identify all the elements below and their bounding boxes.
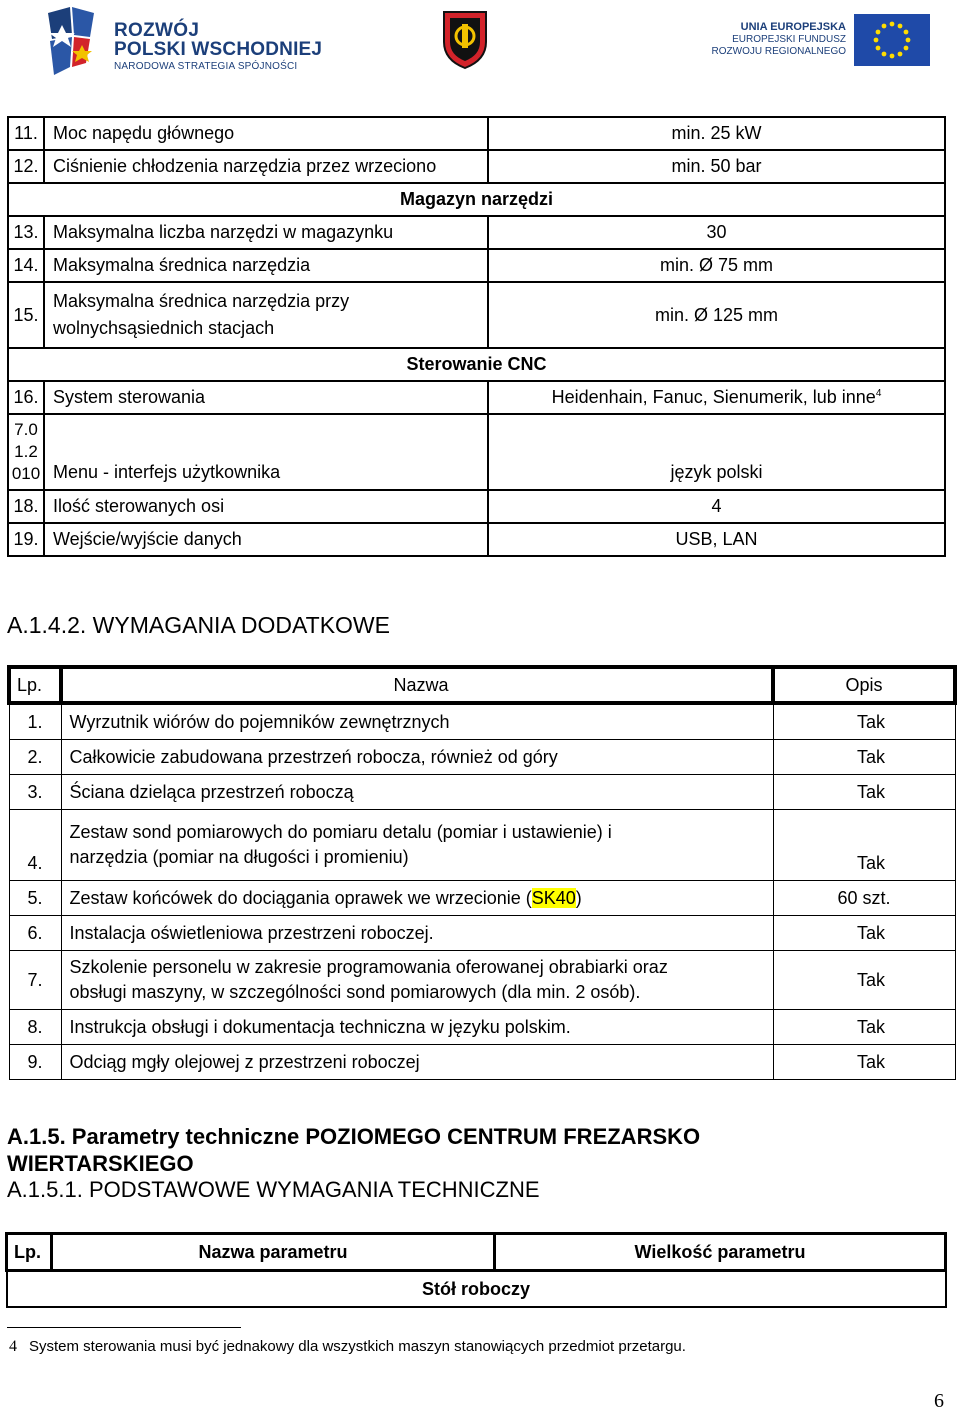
table-row bbox=[9, 810, 955, 881]
eu-line-3: ROZWOJU REGIONALNEGO bbox=[711, 46, 846, 57]
parameters-table-continued bbox=[7, 116, 946, 557]
row-value: Tak bbox=[773, 703, 955, 740]
header-name: Nazwa bbox=[61, 667, 773, 703]
header-lp: Lp. bbox=[9, 667, 61, 703]
row-name-text: Zestaw końcówek do dociągania oprawek we wrzecionie ( bbox=[69, 887, 532, 908]
row-value: Tak bbox=[773, 951, 955, 1010]
row-name-line-1: Zestaw sond pomiarowych do pomiaru detalu (pomiar i ustawienie) i bbox=[69, 822, 612, 842]
table-row bbox=[9, 916, 955, 951]
row-name: Ciśnienie chłodzenia narzędzia przez wrzeciono bbox=[44, 150, 488, 183]
row-value: Tak bbox=[773, 740, 955, 775]
eu-flag-icon bbox=[854, 14, 930, 66]
row-value: 4 bbox=[488, 490, 945, 523]
row-name: Wejście/wyjście danych bbox=[44, 523, 488, 556]
table-row bbox=[8, 150, 945, 183]
table-header-row bbox=[9, 667, 955, 703]
row-name: Maksymalna liczba narzędzi w magazynku bbox=[44, 216, 488, 249]
section-heading-a142: A.1.4.2. WYMAGANIA DODATKOWE bbox=[7, 612, 390, 638]
section-heading-a151: A.1.5.1. PODSTAWOWE WYMAGANIA TECHNICZNE bbox=[7, 1177, 540, 1202]
table-row bbox=[8, 523, 945, 556]
row-name bbox=[44, 282, 488, 348]
rozwoj-polski-wschodniej-logo bbox=[42, 5, 332, 81]
row-number: 13. bbox=[8, 216, 44, 249]
section-heading-a15-line-2: WIERTARSKIEGO bbox=[7, 1151, 194, 1176]
eu-line-1: UNIA EUROPEJSKA bbox=[740, 21, 846, 33]
section-heading-a15 bbox=[7, 1123, 700, 1177]
row-number: 2. bbox=[9, 740, 61, 775]
row-number: 11. bbox=[8, 117, 44, 150]
row-value: min. 25 kW bbox=[488, 117, 945, 150]
crest-logo bbox=[440, 8, 490, 70]
rpw-line-1: ROZWÓJ bbox=[114, 20, 200, 41]
basic-requirements-table bbox=[5, 1232, 947, 1308]
table-row bbox=[9, 775, 955, 810]
footnote-number: 4 bbox=[9, 1338, 17, 1355]
table-row bbox=[9, 881, 955, 916]
row-name: Instalacja oświetleniowa przestrzeni roboczej. bbox=[61, 916, 773, 951]
row-name: Menu - interfejs użytkownika bbox=[44, 414, 488, 490]
footnote-separator bbox=[7, 1327, 241, 1328]
row-number: 4. bbox=[9, 810, 61, 881]
row-number-line-2: 1.2 bbox=[14, 442, 38, 461]
rpw-line-2: POLSKI WSCHODNIEJ bbox=[114, 39, 323, 60]
table-row bbox=[9, 703, 955, 740]
row-number: 9. bbox=[9, 1045, 61, 1080]
row-number: 14. bbox=[8, 249, 44, 282]
header-desc: Opis bbox=[773, 667, 955, 703]
row-value: Tak bbox=[773, 1010, 955, 1045]
row-value: USB, LAN bbox=[488, 523, 945, 556]
row-value: min. Ø 75 mm bbox=[488, 249, 945, 282]
row-number: 1. bbox=[9, 703, 61, 740]
row-name: Moc napędu głównego bbox=[44, 117, 488, 150]
row-number: 19. bbox=[8, 523, 44, 556]
section-cnc: Sterowanie CNC bbox=[8, 348, 945, 381]
row-number-line-3: 010 bbox=[11, 464, 41, 483]
row-value: 30 bbox=[488, 216, 945, 249]
row-name-line-1: Maksymalna średnica narzędzia przy bbox=[53, 291, 350, 311]
section-workbench: Stół roboczy bbox=[7, 1271, 946, 1308]
table-row bbox=[8, 381, 945, 414]
section-heading-a15-line-1: A.1.5. Parametry techniczne POZIOMEGO CENTRUM FREZARSKO bbox=[7, 1124, 701, 1149]
row-name bbox=[61, 951, 773, 1010]
row-name: Maksymalna średnica narzędzia bbox=[44, 249, 488, 282]
row-value: język polski bbox=[488, 414, 945, 490]
table-row bbox=[9, 1045, 955, 1080]
row-name-line-2: obsługi maszyny, w szczególności sond pomiarowych (dla min. 2 osób). bbox=[69, 982, 641, 1002]
row-number: 16. bbox=[8, 381, 44, 414]
row-name-line-1: Szkolenie personelu w zakresie programowania oferowanej obrabiarki oraz bbox=[69, 957, 668, 977]
row-name: System sterowania bbox=[44, 381, 488, 414]
section-header-row bbox=[8, 348, 945, 381]
row-number: 8. bbox=[9, 1010, 61, 1045]
row-value-text: Heidenhain, Fanuc, Sienumerik, lub inne bbox=[551, 387, 876, 407]
header-lp: Lp. bbox=[7, 1234, 52, 1271]
row-value: Tak bbox=[773, 775, 955, 810]
row-name: Instrukcja obsługi i dokumentacja techniczna w języku polskim. bbox=[61, 1010, 773, 1045]
section-magazine: Magazyn narzędzi bbox=[8, 183, 945, 216]
row-name-line-2: wolnychsąsiednich stacjach bbox=[53, 318, 275, 338]
row-value: 60 szt. bbox=[773, 881, 955, 916]
row-name: Ilość sterowanych osi bbox=[44, 490, 488, 523]
row-number: 6. bbox=[9, 916, 61, 951]
table-row bbox=[8, 414, 945, 490]
row-number: 5. bbox=[9, 881, 61, 916]
row-number bbox=[8, 414, 44, 490]
header-value: Wielkość parametru bbox=[495, 1234, 946, 1271]
row-name-end: ) bbox=[575, 887, 582, 908]
row-name: Ściana dzieląca przestrzeń roboczą bbox=[61, 775, 773, 810]
page-number: 6 bbox=[934, 1390, 944, 1412]
row-value: min. 50 bar bbox=[488, 150, 945, 183]
table-row bbox=[8, 282, 945, 348]
row-number: 12. bbox=[8, 150, 44, 183]
table-row bbox=[9, 740, 955, 775]
footnote-text: System sterowania musi być jednakowy dla wszystkich maszyn stanowiących przedmiot przetargu. bbox=[29, 1338, 686, 1355]
row-number-line-1: 7.0 bbox=[14, 420, 38, 439]
footnote bbox=[9, 1338, 686, 1356]
footnote-ref: 4 bbox=[875, 388, 882, 399]
row-number: 15. bbox=[8, 282, 44, 348]
rpw-line-3: NARODOWA STRATEGIA SPÓJNOŚCI bbox=[114, 61, 298, 72]
table-row bbox=[8, 249, 945, 282]
additional-requirements-table bbox=[7, 665, 957, 1080]
table-row bbox=[8, 490, 945, 523]
rpw-emblem-icon bbox=[42, 5, 114, 81]
section-header-row bbox=[8, 183, 945, 216]
eu-logo bbox=[711, 12, 930, 70]
row-name: Odciąg mgły olejowej z przestrzeni roboczej bbox=[61, 1045, 773, 1080]
row-number: 3. bbox=[9, 775, 61, 810]
eu-line-2: EUROPEJSKI FUNDUSZ bbox=[732, 34, 846, 45]
row-value: Tak bbox=[773, 916, 955, 951]
header-name: Nazwa parametru bbox=[52, 1234, 495, 1271]
highlighted-sk40: SK40 bbox=[531, 887, 576, 908]
table-row bbox=[9, 951, 955, 1010]
row-name: Wyrzutnik wiórów do pojemników zewnętrznych bbox=[61, 703, 773, 740]
row-value bbox=[488, 381, 945, 414]
row-value: Tak bbox=[773, 810, 955, 881]
table-row bbox=[8, 117, 945, 150]
row-name bbox=[61, 810, 773, 881]
row-number: 18. bbox=[8, 490, 44, 523]
row-value: Tak bbox=[773, 1045, 955, 1080]
row-name-line-2: narzędzia (pomiar na długości i promieniu) bbox=[69, 847, 409, 867]
table-header-row bbox=[7, 1234, 946, 1271]
table-row bbox=[8, 216, 945, 249]
row-name: Całkowicie zabudowana przestrzeń robocza, również od góry bbox=[61, 740, 773, 775]
row-number: 7. bbox=[9, 951, 61, 1010]
table-row bbox=[9, 1010, 955, 1045]
row-name bbox=[61, 881, 773, 916]
row-value: min. Ø 125 mm bbox=[488, 282, 945, 348]
shield-crest-icon bbox=[440, 8, 490, 70]
section-header-row bbox=[7, 1271, 946, 1308]
